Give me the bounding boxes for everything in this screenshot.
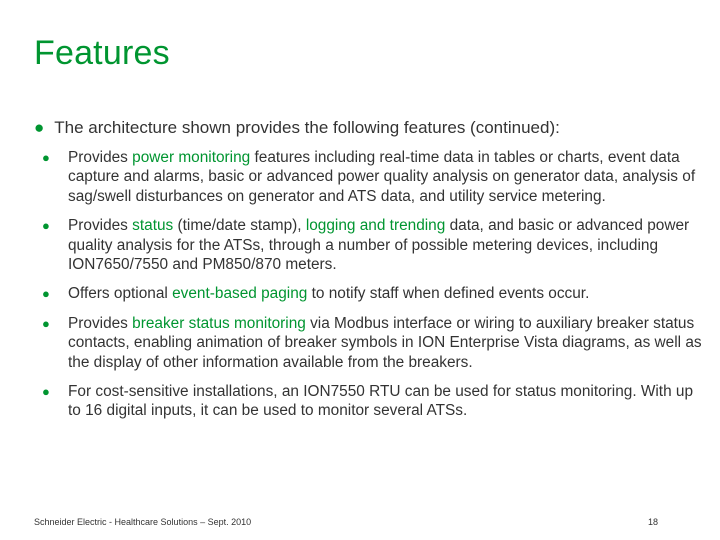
bullet-dot-icon: ● [42,384,50,400]
item-highlight: breaker status monitoring [132,314,306,332]
list-item [42,148,702,206]
bullet-dot-icon: ● [34,118,45,137]
item-highlight: event-based paging [172,285,308,303]
list-item [42,216,702,274]
item-lead: Provides [68,149,128,166]
item-lead: Provides [68,314,128,332]
item-lead: Offers [68,285,110,303]
feature-list [42,148,702,431]
bullet-dot-icon: ● [42,150,50,165]
list-item [42,382,702,421]
item-text: features including real-time data in tables or charts, event data capture and alarms, basic or advanced power quality analysis on generator data, analysis of sag/swell disturbances on generator and ATS data, and utility service metering. [68,149,696,205]
item-highlight: status [132,217,174,235]
intro-bullet [34,118,704,138]
bullet-dot-icon: ● [42,218,50,234]
item-text: optional [109,285,173,303]
footer-text: Schneider Electric - Healthcare Solutions – Sept. 2010 [34,517,252,527]
item-highlight: power monitoring [132,149,251,166]
item-text: data, and basic or advanced power quality analysis for the ATSs, through a number of possible metering devices, including ION7650/7550 and PM850/870 meters. [68,217,690,274]
item-text: to notify staff when defined events occur. [307,285,590,303]
page-title: Features [34,34,170,72]
item-lead: Provides [68,217,128,235]
item-text: via Modbus interface or wiring to auxiliary breaker status contacts, enabling animation of breaker symbols in ION Enterprise Vista diagrams, as well as the display of other information available from the breakers. [68,314,702,371]
item-lead: For [68,383,92,401]
list-item [42,314,702,372]
intro-text: The architecture shown provides the following features (continued): [54,118,560,137]
bullet-dot-icon: ● [42,286,50,302]
item-highlight: logging and trending [305,217,446,235]
list-item [42,284,702,303]
bullet-dot-icon: ● [42,315,50,331]
item-text: (time/date stamp), [173,217,306,235]
page-number: 18 [648,517,659,527]
item-text: cost-sensitive installations, an ION7550 RTU can be used for status monitoring. With up to 16 digital inputs, it can be used to monitor several ATSs. [68,383,694,420]
